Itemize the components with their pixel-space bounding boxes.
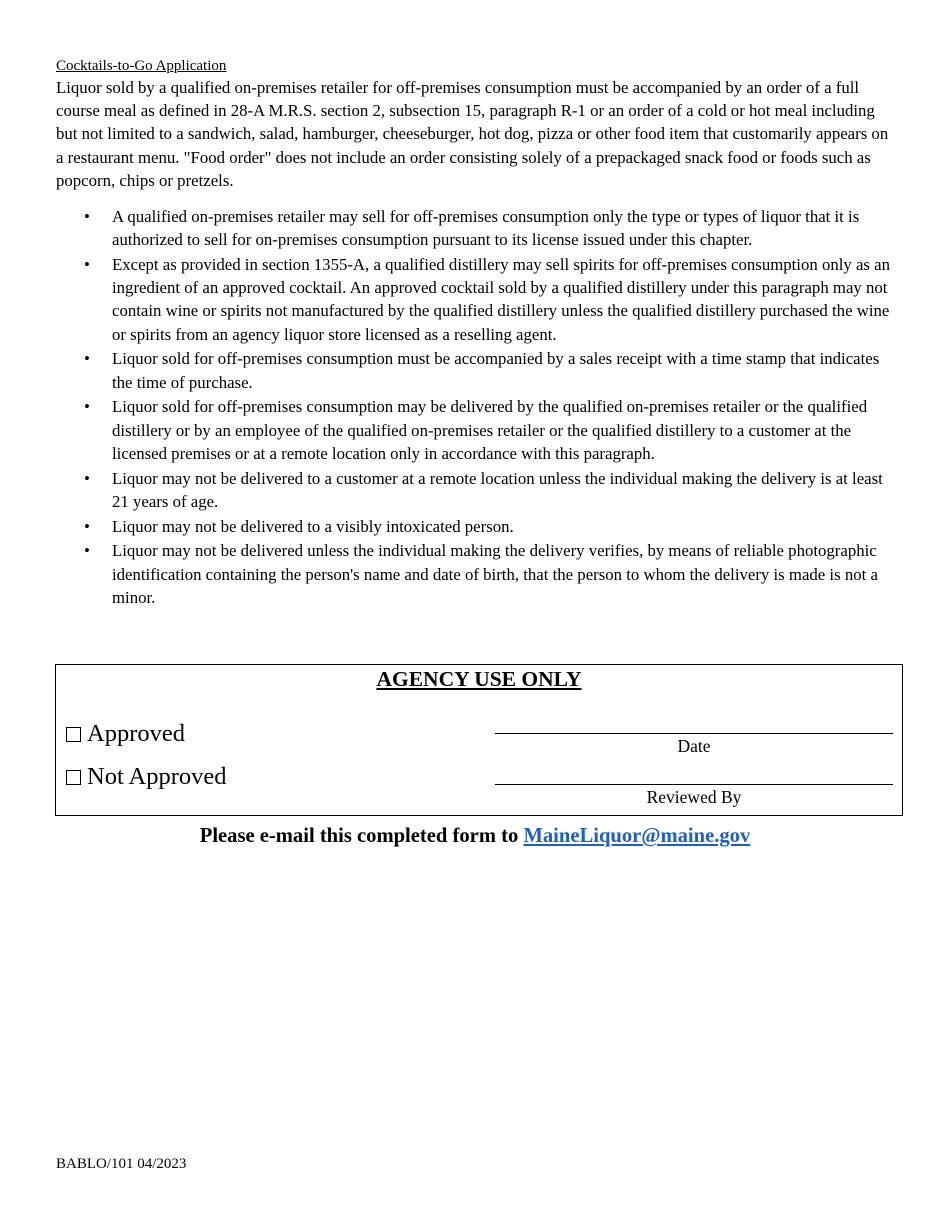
rule-item: • A qualified on-premises retailer may sell for off-premises consumption only the type or types of liquor that it is authorized to sell for on-premises consumption pursuant to its license issued under this chapter. [56, 205, 902, 251]
rule-item: • Liquor may not be delivered unless the individual making the delivery verifies, by means of reliable photographic identification containing the person's name and date of birth, that the person to whom the delivery is made is not a minor. [56, 539, 902, 609]
form-number: BABLO/101 04/2023 [56, 1156, 187, 1172]
email-link[interactable]: MaineLiquor@maine.gov [523, 825, 751, 847]
approved-checkbox[interactable] [66, 727, 81, 742]
not-approved-checkbox[interactable] [66, 770, 81, 785]
email-instruction [0, 822, 950, 850]
approved-label: Approved [87, 720, 185, 747]
reviewed-by-label: Reviewed By [646, 787, 742, 807]
date-label: Date [677, 736, 711, 756]
rule-item: • Liquor sold for off-premises consumption may be delivered by the qualified on-premises retailer or the qualified distillery or by an employee of the qualified on-premises retailer or the qualified distillery to a customer at the licensed premises or at a remote location only in accordance with this paragraph. [56, 395, 902, 465]
not-approved-option[interactable] [66, 762, 227, 792]
email-instruction-text: Please e-mail this completed form to [199, 825, 524, 847]
not-approved-label: Not Approved [87, 763, 227, 790]
rule-item: • Liquor sold for off-premises consumption must be accompanied by a sales receipt with a time stamp that indicates the time of purchase. [56, 347, 902, 393]
agency-use-box [55, 664, 903, 816]
rule-item: • Liquor may not be delivered to a visibly intoxicated person. [56, 515, 902, 538]
reviewed-by-line[interactable] [495, 784, 893, 785]
date-line[interactable] [495, 733, 893, 734]
intro-paragraph: Liquor sold by a qualified on-premises retailer for off-premises consumption must be accompanied by an order of a full course meal as defined in 28-A M.R.S. section 2, subsection 15, paragraph R-1 or an order of a cold or hot meal including but not limited to a sandwich, salad, hamburger, cheeseburger, hot dog, pizza or other food item that customarily appears on a restaurant menu. "Food order" does not include an order consisting solely of a prepackaged snack food or foods such as popcorn, chips or pretzels. [56, 78, 889, 190]
rule-item: • Except as provided in section 1355-A, a qualified distillery may sell spirits for off-premises consumption only as an ingredient of an approved cocktail. An approved cocktail sold by a qualified distillery under this paragraph may not contain wine or spirits not manufactured by the qualified distillery unless the qualified distillery purchased the wine or spirits from an agency liquor store licensed as a reselling agent. [56, 253, 902, 346]
agency-use-title: AGENCY USE ONLY [376, 667, 582, 691]
form-title: Cocktails-to-Go Application [56, 58, 227, 74]
rules-list [56, 205, 902, 611]
approved-option[interactable] [66, 719, 185, 749]
rule-item: • Liquor may not be delivered to a customer at a remote location unless the individual making the delivery is at least 21 years of age. [56, 467, 902, 513]
